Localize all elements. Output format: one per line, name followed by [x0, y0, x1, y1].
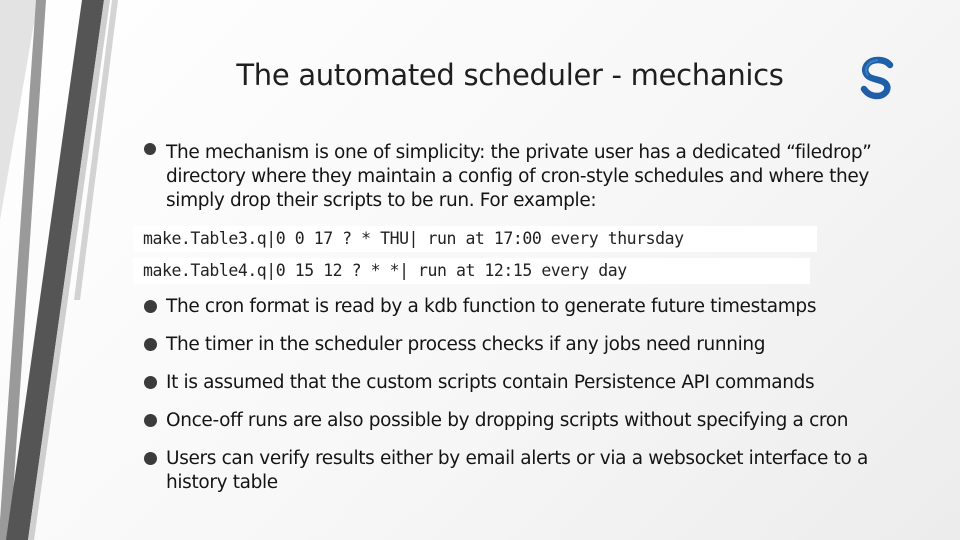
company-logo-icon: [858, 55, 898, 101]
bullet-dot: [144, 300, 157, 313]
bullet-item: [144, 409, 944, 433]
bullet-text: The timer in the scheduler process checks if any jobs need running: [166, 334, 766, 355]
bullet-dot: [144, 414, 157, 427]
bullet-item: [144, 295, 944, 319]
intro-bullet: [144, 141, 944, 216]
bullet-text: The cron format is read by a kdb function to generate future timestamps: [166, 296, 817, 317]
bullet-dot: [144, 452, 157, 465]
bullet-dot: [144, 338, 157, 351]
bullet-item: [144, 447, 944, 497]
code-example-1: make.Table3.q|0 0 17 ? * THU| run at 17:00 every thursday: [133, 226, 817, 252]
intro-bullet-text: The mechanism is one of simplicity: the private user has a dedicated “filedrop” directory where they maintain a config of cron-style schedules and where they simply drop their scripts to be run. For example:: [166, 142, 872, 211]
bullet-dot: [144, 143, 156, 155]
bullet-item: [144, 333, 944, 357]
bullet-text: Once-off runs are also possible by dropping scripts without specifying a cron: [166, 410, 849, 431]
bullet-dot: [144, 376, 157, 389]
slide-title: The automated scheduler - mechanics: [236, 58, 784, 92]
bullet-text: It is assumed that the custom scripts contain Persistence API commands: [166, 372, 815, 393]
left-decoration: [0, 0, 130, 540]
bullet-text: Users can verify results either by email alerts or via a websocket interface to a history table: [166, 448, 868, 493]
bullet-item: [144, 371, 944, 395]
code-example-2: make.Table4.q|0 15 12 ? * *| run at 12:15 every day: [133, 258, 810, 284]
